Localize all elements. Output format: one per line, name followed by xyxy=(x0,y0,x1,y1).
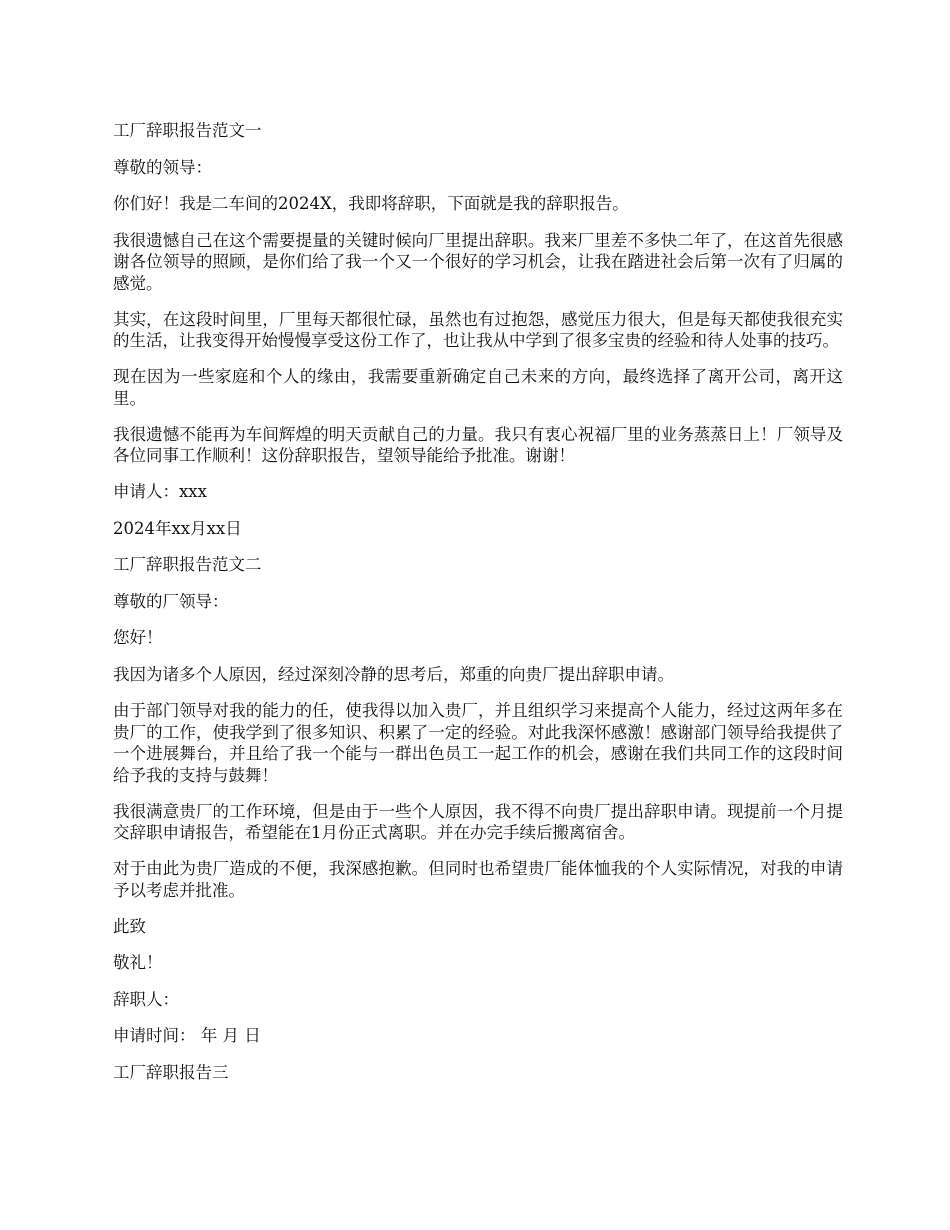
body-paragraph-1: 我很遗憾自己在这个需要提量的关键时候向厂里提出辞职。我来厂里差不多快二年了，在这首先很感谢各位领导的照顾，是你们给了我一个又一个很好的学习机会，让我在踏进社会后第一次有了归属的感觉。 xyxy=(113,230,843,293)
body-paragraph-3: 现在因为一些家庭和个人的缘由，我需要重新确定自己未来的方向，最终选择了离开公司，离开这里。 xyxy=(113,367,843,408)
salutation-2: 尊敬的厂领导： xyxy=(113,591,229,611)
applicant-line: 申请人：xxx xyxy=(113,482,207,501)
body-paragraph-8: 对于由此为贵厂造成的不便，我深感抱歉。但同时也希望贵厂能体恤我的个人实际情况，对我的申请予以考虑并批准。 xyxy=(113,859,843,900)
body-paragraph-7: 我很满意贵厂的工作环境，但是由于一些个人原因，我不得不向贵厂提出辞职申请。现提前一个月提交辞职申请报告，希望能在1月份正式离职。并在办完手续后搬离宿舍。 xyxy=(113,801,843,842)
greeting-2: 您好！ xyxy=(113,628,163,647)
section-title-3: 工厂辞职报告三 xyxy=(113,1062,229,1082)
application-date-line: 申请时间： 年 月 日 xyxy=(113,1026,261,1045)
salutation-1: 尊敬的领导： xyxy=(113,157,212,177)
greeting-1: 你们好！我是二车间的2024X，我即将辞职，下面就是我的辞职报告。 xyxy=(113,194,629,213)
body-paragraph-4: 我很遗憾不能再为车间辉煌的明天贡献自己的力量。我只有衷心祝福厂里的业务蒸蒸日上！厂领导及各位同事工作顺利！这份辞职报告，望领导能给予批准。谢谢！ xyxy=(113,424,843,465)
section-title-2: 工厂辞职报告范文二 xyxy=(113,555,262,574)
resigner-line: 辞职人： xyxy=(113,989,179,1009)
closing-line-2: 敬礼！ xyxy=(113,953,163,972)
closing-line-1: 此致 xyxy=(113,916,146,936)
body-paragraph-2: 其实，在这段时间里，厂里每天都很忙碌，虽然也有过抱怨，感觉压力很大，但是每天都使我很充实的生活，让我变得开始慢慢享受这份工作了，也让我从中学到了很多宝贵的经验和待人处事的技巧。 xyxy=(113,309,843,350)
date-line: 2024年xx月xx日 xyxy=(113,518,242,538)
document-body xyxy=(113,120,843,1098)
body-paragraph-5: 我因为诸多个人原因，经过深刻冷静的思考后，郑重的向贵厂提出辞职申请。 xyxy=(113,664,674,684)
section-title-1: 工厂辞职报告范文一 xyxy=(113,121,262,140)
body-paragraph-6: 由于部门领导对我的能力的任，使我得以加入贵厂，并且组织学习来提高个人能力，经过这两年多在贵厂的工作，使我学到了很多知识、积累了一定的经验。对此我深怀感激！感谢部门领导给我提供了一个进展舞台，并且给了我一个能与一群出色员工一起工作的机会，感谢在我们共同工作的这段时间给予我的支持与鼓舞！ xyxy=(113,701,843,785)
